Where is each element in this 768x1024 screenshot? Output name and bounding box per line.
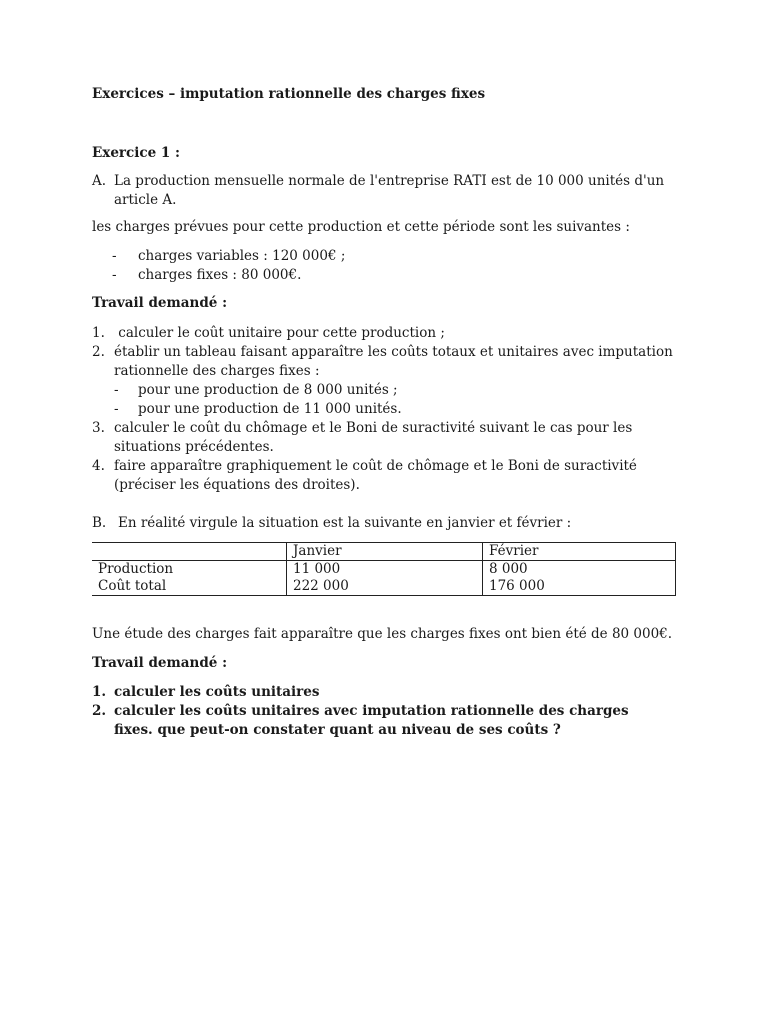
table-header-cell: Février [483, 543, 676, 561]
list-dash: - [114, 401, 119, 417]
list-item [92, 683, 672, 702]
table-row [92, 578, 676, 596]
part-b-marker: B. [92, 515, 107, 531]
charges-intro: les charges prévues pour cette production et cette période sont les suivantes : [92, 219, 630, 235]
list-item-text: charges fixes : 80 000€. [138, 267, 302, 283]
sub-list-item [92, 381, 682, 400]
list-item [92, 343, 682, 419]
table-cell: 222 000 [287, 578, 483, 596]
part-a-text: La production mensuelle normale de l'entreprise RATI est de 10 000 unités d'un article A. [114, 173, 665, 208]
list-item-text: calculer les coûts unitaires [114, 684, 320, 700]
sub-list-item-text: pour une production de 8 000 unités ; [138, 382, 398, 398]
part-a-marker: A. [92, 173, 107, 189]
list-number: 2. [92, 344, 105, 360]
list-dash: - [114, 382, 119, 398]
sub-list-item [92, 400, 682, 419]
list-dash: - [112, 267, 117, 283]
list-item-text: calculer le coût unitaire pour cette production ; [114, 325, 445, 341]
exercise-heading: Exercice 1 : [92, 145, 180, 161]
sub-list-item-text: pour une production de 11 000 unités. [138, 401, 402, 417]
charges-study-note: Une étude des charges fait apparaître que les charges fixes ont bien été de 80 000€. [92, 626, 673, 642]
list-item-text: charges variables : 120 000€ ; [138, 248, 346, 264]
document-title: Exercices – imputation rationnelle des charges fixes [92, 86, 486, 102]
list-number: 3. [92, 420, 105, 436]
list-item [112, 266, 345, 285]
table-header-cell: Janvier [287, 543, 483, 561]
list-dash: - [112, 248, 117, 264]
travail-heading-1: Travail demandé : [92, 295, 228, 311]
task-list-1 [92, 324, 682, 495]
part-b-text: En réalité virgule la situation est la suivante en janvier et février : [118, 515, 572, 531]
travail-heading-2: Travail demandé : [92, 655, 228, 671]
list-number: 4. [92, 458, 105, 474]
table-cell: Production [98, 561, 174, 577]
table-cell: 8 000 [483, 561, 676, 579]
table-header-row [92, 543, 676, 561]
list-item [92, 457, 682, 495]
list-number: 1. [92, 325, 105, 341]
part-a [92, 172, 682, 210]
table-row [92, 561, 676, 579]
list-item [92, 702, 672, 740]
part-b [92, 515, 571, 531]
list-item [92, 324, 682, 343]
list-item [112, 247, 345, 266]
list-item-text: calculer les coûts unitaires avec imputation rationnelle des charges fixes. que peut-on constater quant au niveau de ses coûts ? [114, 703, 629, 738]
table-header-cell [92, 543, 287, 561]
table-cell: 11 000 [287, 561, 483, 579]
charges-list [112, 247, 345, 285]
list-item-text: établir un tableau faisant apparaître les coûts totaux et unitaires avec imputation rationnelle des charges fixes : [114, 344, 673, 379]
production-table [92, 542, 676, 596]
list-item [92, 419, 682, 457]
table-cell: Coût total [92, 578, 287, 596]
list-number: 1. [92, 684, 107, 700]
list-item-text: calculer le coût du chômage et le Boni de suractivité suivant le cas pour les situations précédentes. [114, 420, 633, 455]
list-item-text: faire apparaître graphiquement le coût de chômage et le Boni de suractivité (préciser les équations des droites). [114, 458, 637, 493]
task-list-2 [92, 683, 672, 740]
table-cell: 176 000 [483, 578, 676, 596]
list-number: 2. [92, 703, 107, 719]
